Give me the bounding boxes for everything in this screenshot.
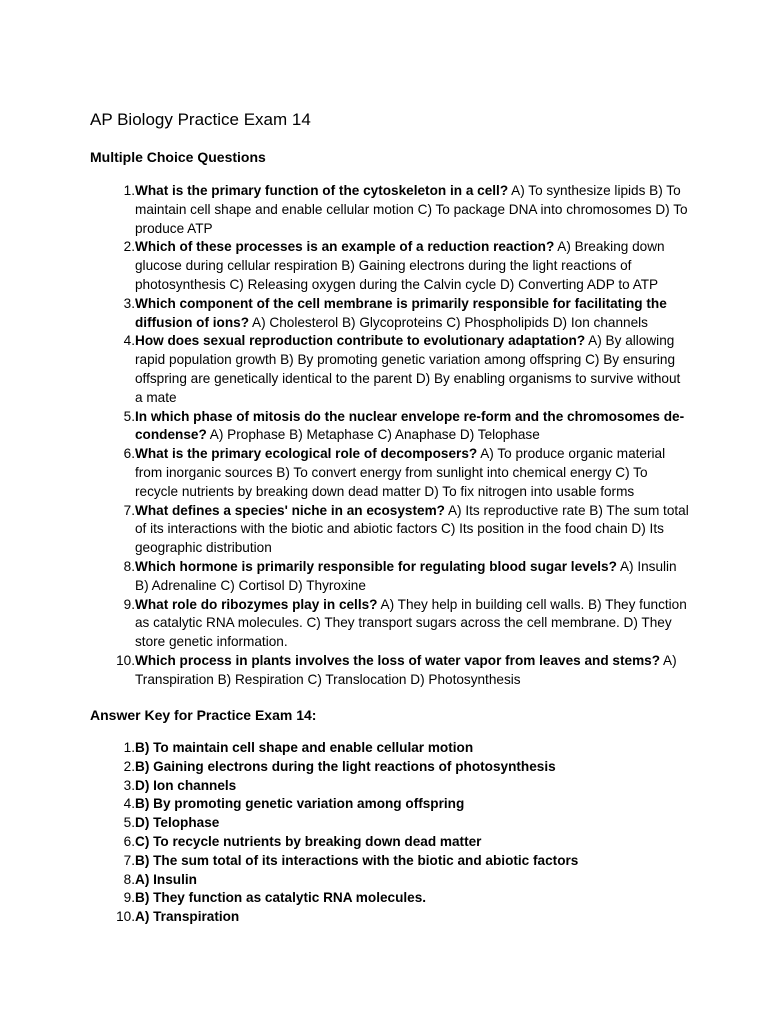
answer-number: 2. bbox=[123, 758, 135, 774]
question-item bbox=[90, 295, 690, 333]
answer-text: A) Transpiration bbox=[135, 909, 240, 925]
question-options: A) By allowing rapid population growth B) By promoting genetic variation among offspring C) By ensuring offspring are genetically identical to the parent D) By enabling organisms to survive without a mate bbox=[135, 333, 681, 405]
answer-list bbox=[90, 739, 690, 927]
question-number: 7. bbox=[123, 502, 135, 518]
question-number: 6. bbox=[123, 446, 135, 462]
question-options: A) Prophase B) Metaphase C) Anaphase D) Telophase bbox=[206, 427, 540, 443]
answer-item bbox=[90, 814, 690, 833]
question-options: A) To produce organic material from inorganic sources B) To convert energy from sunlight into chemical energy C) To recycle nutrients by breaking down dead matter D) To fix nitrogen into usable forms bbox=[135, 446, 666, 499]
answer-item bbox=[90, 889, 690, 908]
question-list bbox=[90, 182, 690, 690]
question-text: How does sexual reproduction contribute to evolutionary adaptation? bbox=[135, 333, 586, 349]
question-item bbox=[90, 596, 690, 652]
answer-number: 3. bbox=[123, 777, 135, 793]
answer-item bbox=[90, 871, 690, 890]
question-number: 10. bbox=[116, 652, 135, 668]
question-number: 4. bbox=[123, 333, 135, 349]
answer-number: 10. bbox=[116, 909, 135, 925]
answer-text: D) Ion channels bbox=[135, 777, 237, 793]
question-text: What role do ribozymes play in cells? bbox=[135, 596, 378, 612]
question-options: A) Cholesterol B) Glycoproteins C) Phospholipids D) Ion channels bbox=[249, 314, 648, 330]
answer-item bbox=[90, 833, 690, 852]
answer-number: 9. bbox=[123, 890, 135, 906]
question-item bbox=[90, 445, 690, 501]
answer-item bbox=[90, 795, 690, 814]
question-options: A) Breaking down glucose during cellular respiration B) Gaining electrons during the light reactions of photosynthesis C) Releasing oxygen during the Calvin cycle D) Converting ADP to ATP bbox=[135, 239, 665, 292]
question-item bbox=[90, 408, 690, 446]
question-options: A) Its reproductive rate B) The sum total of its interactions with the biotic and abiotic factors C) Its position in the food chain D) Its geographic distribution bbox=[135, 502, 689, 556]
answer-text: C) To recycle nutrients by breaking down dead matter bbox=[135, 833, 482, 849]
answer-item bbox=[90, 777, 690, 796]
question-number: 5. bbox=[123, 408, 135, 424]
question-text: Which process in plants involves the loss of water vapor from leaves and stems? bbox=[135, 652, 661, 668]
question-text: In which phase of mitosis do the nuclear envelope re-form and the chromosomes de-condense? bbox=[135, 408, 685, 443]
answer-text: B) They function as catalytic RNA molecules. bbox=[135, 890, 427, 906]
question-options: A) Insulin B) Adrenaline C) Cortisol D) Thyroxine bbox=[135, 558, 677, 593]
question-text: What defines a species' niche in an ecosystem? bbox=[135, 502, 445, 518]
question-number: 9. bbox=[123, 596, 135, 612]
answer-item bbox=[90, 739, 690, 758]
answer-text: B) To maintain cell shape and enable cellular motion bbox=[135, 740, 474, 755]
question-item bbox=[90, 502, 690, 558]
answer-number: 8. bbox=[123, 871, 135, 887]
answer-item bbox=[90, 758, 690, 777]
question-text: Which hormone is primarily responsible for regulating blood sugar levels? bbox=[135, 558, 617, 574]
answer-text: D) Telophase bbox=[135, 815, 220, 831]
answer-number: 1. bbox=[123, 740, 135, 755]
question-text: Which component of the cell membrane is primarily responsible for facilitating the diffusion of ions? bbox=[135, 295, 667, 330]
question-options: A) To synthesize lipids B) To maintain cell shape and enable cellular motion C) To package DNA into chromosomes D) To produce ATP bbox=[135, 183, 688, 236]
question-item bbox=[90, 332, 690, 407]
question-text: Which of these processes is an example of a reduction reaction? bbox=[135, 239, 555, 255]
question-item bbox=[90, 558, 690, 596]
answer-text: B) The sum total of its interactions with the biotic and abiotic factors bbox=[135, 852, 579, 868]
page-title: AP Biology Practice Exam 14 bbox=[90, 110, 311, 129]
answer-number: 7. bbox=[123, 852, 135, 868]
answer-text: A) Insulin bbox=[135, 871, 197, 887]
question-number: 3. bbox=[123, 295, 135, 311]
answer-number: 4. bbox=[123, 796, 135, 812]
answer-text: B) Gaining electrons during the light reactions of photosynthesis bbox=[135, 758, 556, 774]
question-number: 8. bbox=[123, 558, 135, 574]
question-text: What is the primary ecological role of decomposers? bbox=[135, 446, 478, 462]
answer-text: B) By promoting genetic variation among offspring bbox=[135, 796, 465, 812]
answer-number: 6. bbox=[123, 833, 135, 849]
question-text: What is the primary function of the cytoskeleton in a cell? bbox=[135, 183, 509, 198]
question-number: 1. bbox=[123, 183, 135, 198]
question-item bbox=[90, 182, 690, 238]
answer-key-heading: Answer Key for Practice Exam 14: bbox=[90, 707, 317, 723]
question-item bbox=[90, 652, 690, 690]
multiple-choice-heading: Multiple Choice Questions bbox=[90, 149, 266, 165]
answer-item bbox=[90, 908, 690, 927]
question-options: A) Transpiration B) Respiration C) Translocation D) Photosynthesis bbox=[135, 652, 677, 687]
answer-number: 5. bbox=[123, 815, 135, 831]
question-options: A) They help in building cell walls. B) They function as catalytic RNA molecules. C) They transport sugars across the cell membrane. D) They store genetic information. bbox=[135, 596, 687, 650]
question-number: 2. bbox=[123, 239, 135, 255]
answer-item bbox=[90, 852, 690, 871]
question-item bbox=[90, 238, 690, 294]
